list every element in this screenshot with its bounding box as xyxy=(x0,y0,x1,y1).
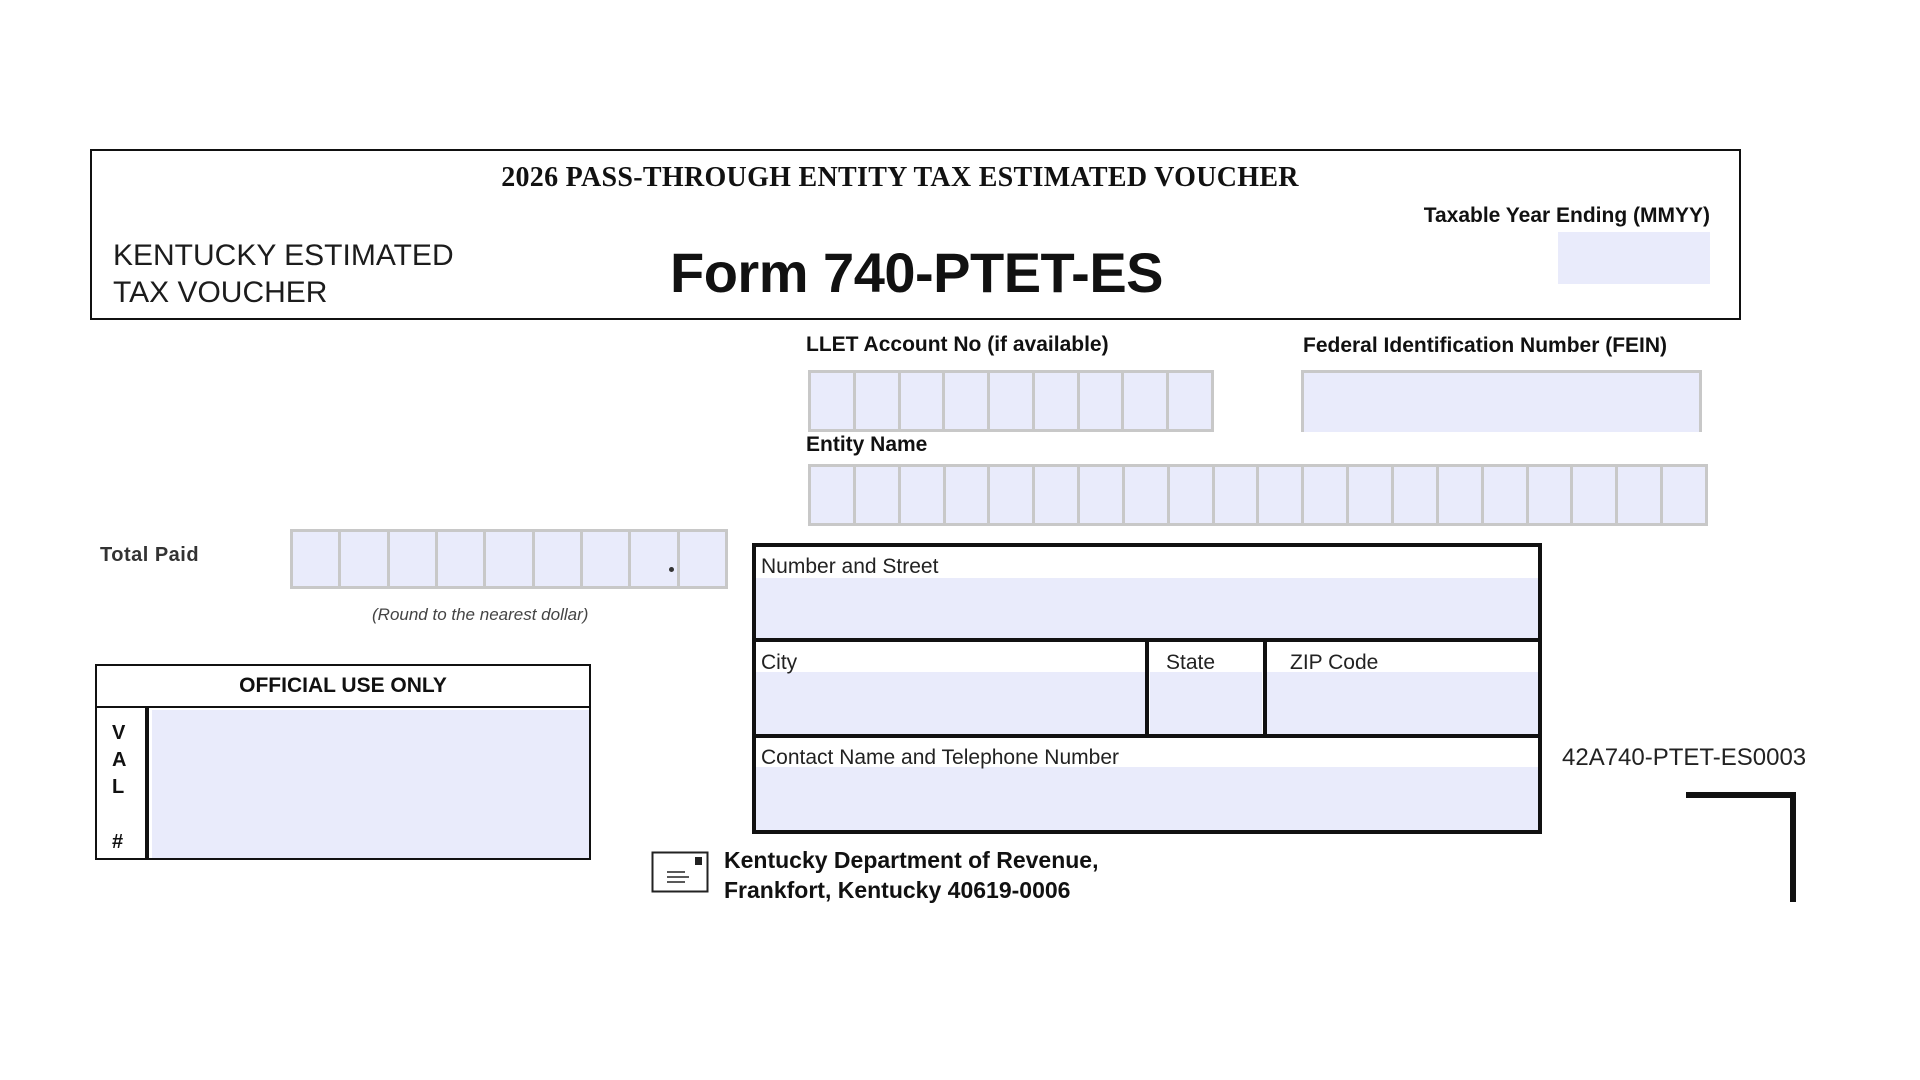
entity-name-field[interactable] xyxy=(808,464,1708,526)
llet-digit-box[interactable] xyxy=(901,373,946,429)
entity-char-box[interactable] xyxy=(1573,467,1618,523)
entity-char-box[interactable] xyxy=(1125,467,1170,523)
val-letter-l: L xyxy=(112,776,125,798)
amount-cents-box[interactable] xyxy=(680,532,725,586)
llet-digit-box[interactable] xyxy=(1124,373,1169,429)
number-street-field[interactable] xyxy=(756,578,1538,640)
round-note: (Round to the nearest dollar) xyxy=(372,605,589,624)
llet-digit-box[interactable] xyxy=(990,373,1035,429)
total-paid-label: Total Paid xyxy=(100,544,200,566)
llet-digit-box[interactable] xyxy=(1080,373,1125,429)
mailing-address: Kentucky Department of Revenue, Frankfort, Kentucky 40619-0006 xyxy=(724,847,1099,903)
entity-char-box[interactable] xyxy=(856,467,901,523)
amount-digit-box[interactable] xyxy=(631,532,679,586)
official-use-area xyxy=(152,710,589,858)
llet-account-field[interactable] xyxy=(808,370,1214,432)
amount-digit-box[interactable] xyxy=(583,532,631,586)
envelope-icon xyxy=(651,851,709,893)
number-street-label: Number and Street xyxy=(761,555,939,578)
voucher-title: 2026 PASS-THROUGH ENTITY TAX ESTIMATED VOUCHER xyxy=(501,162,1299,193)
entity-char-box[interactable] xyxy=(1618,467,1663,523)
llet-digit-box[interactable] xyxy=(856,373,901,429)
entity-char-box[interactable] xyxy=(901,467,946,523)
llet-digit-box[interactable] xyxy=(1035,373,1080,429)
city-label: City xyxy=(761,651,798,674)
entity-char-box[interactable] xyxy=(1080,467,1125,523)
amount-digit-box[interactable] xyxy=(390,532,438,586)
total-paid-field[interactable] xyxy=(290,529,728,589)
zip-code-field[interactable] xyxy=(1267,672,1538,736)
entity-char-box[interactable] xyxy=(1529,467,1574,523)
agency-label: KENTUCKY ESTIMATED TAX VOUCHER xyxy=(113,239,454,309)
entity-char-box[interactable] xyxy=(990,467,1035,523)
fein-label: Federal Identification Number (FEIN) xyxy=(1303,334,1668,357)
llet-digit-box[interactable] xyxy=(811,373,856,429)
contact-name-phone-field[interactable] xyxy=(756,767,1538,830)
taxable-year-label: Taxable Year Ending (MMYY) xyxy=(1423,204,1710,227)
city-field[interactable] xyxy=(756,672,1145,736)
llet-digit-box[interactable] xyxy=(1169,373,1211,429)
entity-char-box[interactable] xyxy=(1394,467,1439,523)
fein-field[interactable] xyxy=(1301,370,1702,432)
amount-digit-box[interactable] xyxy=(293,532,341,586)
entity-char-box[interactable] xyxy=(811,467,856,523)
entity-char-box[interactable] xyxy=(1035,467,1080,523)
state-field[interactable] xyxy=(1150,672,1262,736)
form-code: 42A740-PTET-ES0003 xyxy=(1562,744,1807,771)
amount-digit-box[interactable] xyxy=(486,532,534,586)
val-letter-v: V xyxy=(112,722,126,744)
val-letter-a: A xyxy=(112,749,127,771)
entity-char-box[interactable] xyxy=(1663,467,1705,523)
entity-char-box[interactable] xyxy=(946,467,991,523)
state-label: State xyxy=(1166,651,1216,674)
entity-char-box[interactable] xyxy=(1484,467,1529,523)
amount-digit-box[interactable] xyxy=(438,532,486,586)
city-state-divider xyxy=(1145,640,1149,736)
entity-char-box[interactable] xyxy=(1170,467,1215,523)
entity-char-box[interactable] xyxy=(1304,467,1349,523)
taxable-year-field[interactable] xyxy=(1558,232,1710,284)
llet-account-label: LLET Account No (if available) xyxy=(806,333,1109,356)
zip-code-label: ZIP Code xyxy=(1290,651,1379,674)
val-letter-hash: # xyxy=(112,831,124,853)
corner-registration-mark xyxy=(1686,792,1796,902)
state-zip-divider xyxy=(1263,640,1267,736)
entity-char-box[interactable] xyxy=(1349,467,1394,523)
contact-label: Contact Name and Telephone Number xyxy=(761,746,1119,769)
decimal-point-marker xyxy=(669,567,674,572)
form-number: Form 740-PTET-ES xyxy=(670,241,1164,304)
amount-digit-box[interactable] xyxy=(341,532,389,586)
llet-digit-box[interactable] xyxy=(945,373,990,429)
official-use-title: OFFICIAL USE ONLY xyxy=(97,666,589,708)
entity-name-label: Entity Name xyxy=(806,433,928,456)
amount-digit-box[interactable] xyxy=(535,532,583,586)
entity-char-box[interactable] xyxy=(1439,467,1484,523)
entity-char-box[interactable] xyxy=(1215,467,1260,523)
entity-char-box[interactable] xyxy=(1259,467,1304,523)
